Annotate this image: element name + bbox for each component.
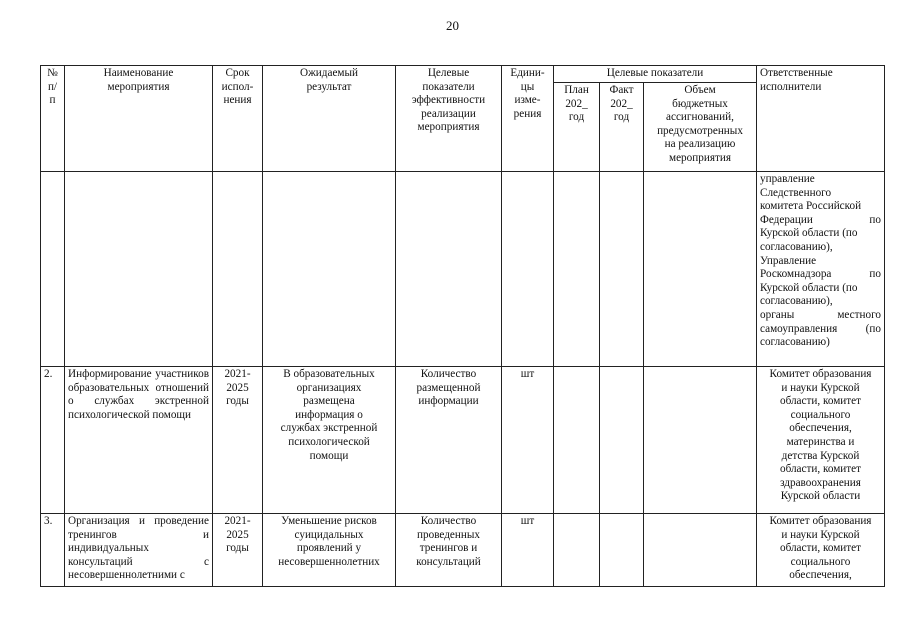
row-units: шт bbox=[502, 367, 554, 514]
row-units: шт bbox=[502, 514, 554, 587]
row-result: Уменьшение рисков суицидальных проявлений у несовершеннолетних bbox=[263, 514, 396, 587]
header-term: Срок испол- нения bbox=[213, 66, 263, 172]
header-budget: Объем бюджетных ассигнований, предусмотренных на реализацию мероприятия bbox=[644, 83, 757, 172]
table-row bbox=[41, 367, 885, 514]
header-fact: Факт 202_ год bbox=[600, 83, 644, 172]
continuation-row bbox=[41, 172, 885, 367]
header-units: Едини- цы изме- рения bbox=[502, 66, 554, 172]
row-num: 2. bbox=[41, 367, 65, 514]
row-indicator: Количество проведенных тренингов и консультаций bbox=[396, 514, 502, 587]
row-term: 2021- 2025 годы bbox=[213, 367, 263, 514]
row-responsible: Комитет образования и науки Курской области, комитет социального обеспечения, bbox=[757, 514, 885, 587]
header-responsible: Ответственные исполнители bbox=[757, 66, 885, 172]
header-target-group: Целевые показатели bbox=[554, 66, 757, 83]
header-plan: План 202_ год bbox=[554, 83, 600, 172]
row-result: В образовательных организациях размещена информация о службах экстренной психологической помощи bbox=[263, 367, 396, 514]
row-term: 2021- 2025 годы bbox=[213, 514, 263, 587]
row-num: 3. bbox=[41, 514, 65, 587]
row-responsible: Комитет образования и науки Курской области, комитет социального обеспечения, материнства и детства Курской области, комитет здравоохранения Курской области bbox=[757, 367, 885, 514]
table-row bbox=[41, 514, 885, 587]
page-number: 20 bbox=[446, 18, 459, 33]
header-row bbox=[41, 66, 885, 83]
continuation-responsible: управление Следственного комитета Российской Федерации по Курской области (по согласованию), Управление Роскомнадзора по Курской области (по согласованию), органы местного самоуправления (по согласованию) bbox=[757, 172, 885, 367]
header-indicators: Целевые показатели эффективности реализации мероприятия bbox=[396, 66, 502, 172]
row-indicator: Количество размещенной информации bbox=[396, 367, 502, 514]
header-num: № п/ п bbox=[41, 66, 65, 172]
header-name: Наименование мероприятия bbox=[65, 66, 213, 172]
events-table bbox=[40, 65, 885, 587]
header-result: Ожидаемый результат bbox=[263, 66, 396, 172]
row-name: Информирование участников образовательных отношений о службах экстренной психологической помощи bbox=[65, 367, 213, 514]
row-name: Организация и проведение тренингов и индивидуальных консультаций с несовершеннолетними с bbox=[65, 514, 213, 587]
